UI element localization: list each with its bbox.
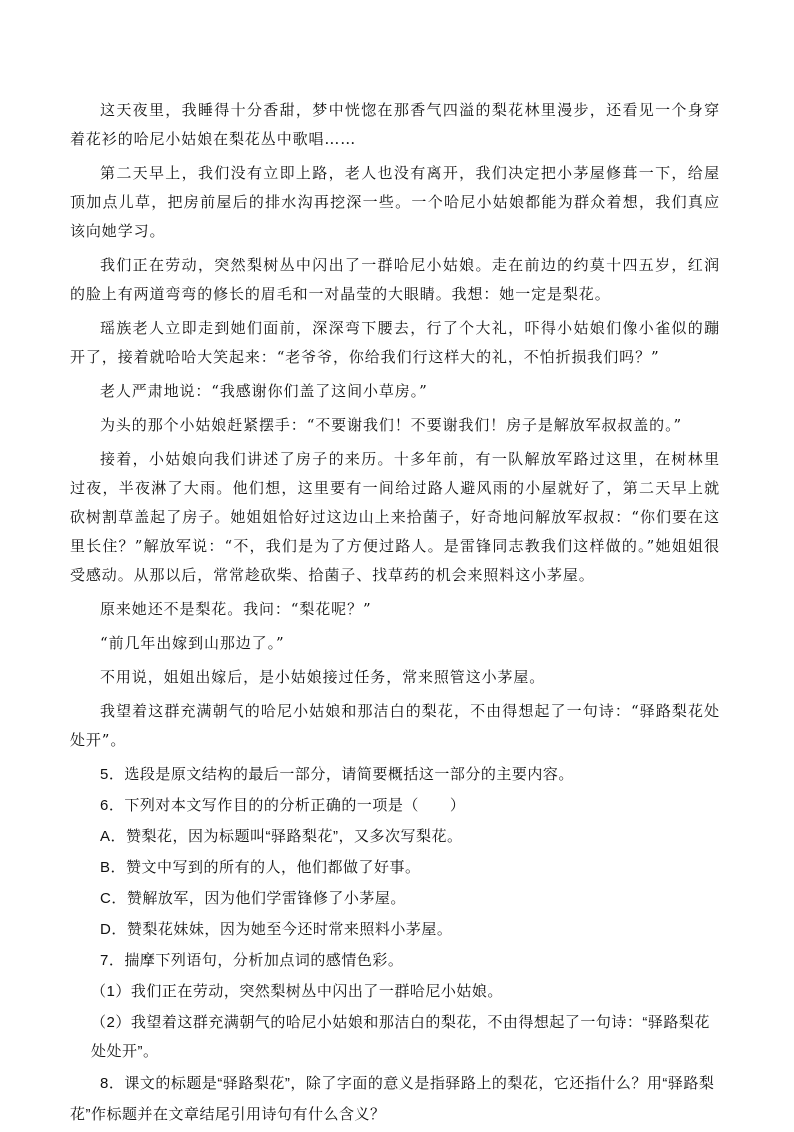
- passage-paragraph-10: 不用说，姐姐出嫁后，是小姑娘接过任务，常来照管这小茅屋。: [100, 668, 546, 686]
- page-content: [70, 96, 720, 1132]
- reading-passage: [70, 96, 720, 755]
- question-5: 5．选段是原文结构的最后一部分，请简要概括这一部分的主要内容。: [100, 766, 574, 783]
- question-6-option-a: A．赞梨花，因为标题叫“驿路梨花”，又多次写梨花。: [100, 828, 463, 845]
- passage-paragraph-9: “前几年出嫁到山那边了。”: [100, 634, 285, 652]
- question-7-item-2: （2）我望着这群充满朝气的哈尼小姑娘和那洁白的梨花，不由得想起了一句诗：“驿路梨花处处开”。: [91, 1014, 710, 1060]
- passage-paragraph-8: 原来她还不是梨花。我问：“梨花呢？”: [100, 600, 372, 618]
- question-7: 7．揣摩下列语句，分析加点词的感情色彩。: [100, 952, 404, 969]
- passage-paragraph-1: 这天夜里，我睡得十分香甜，梦中恍惚在那香气四溢的梨花林里漫步，还看见一个身穿着花衫的哈尼小姑娘在梨花丛中歌唱……: [70, 101, 720, 148]
- question-6-option-c: C．赞解放军，因为他们学雷锋修了小茅屋。: [100, 890, 406, 907]
- question-6-option-b: B．赞文中写到的所有的人，他们都做了好事。: [100, 859, 421, 876]
- passage-paragraph-2: 第二天早上，我们没有立即上路，老人也没有离开，我们决定把小茅屋修葺一下，给屋顶加点儿草，把房前屋后的排水沟再挖深一些。一个哈尼小姑娘都能为群众着想，我们真应该向她学习。: [70, 164, 720, 240]
- passage-paragraph-3: 我们正在劳动，突然梨树丛中闪出了一群哈尼小姑娘。走在前边的约莫十四五岁，红润的脸上有两道弯弯的修长的眉毛和一对晶莹的大眼睛。我想：她一定是梨花。: [70, 256, 720, 303]
- question-6: 6．下列对本文写作目的的分析正确的一项是（ ）: [100, 797, 466, 814]
- passage-paragraph-6: 为头的那个小姑娘赶紧摆手：“不要谢我们！不要谢我们！房子是解放军叔叔盖的。”: [100, 416, 683, 434]
- passage-paragraph-11: 我望着这群充满朝气的哈尼小姑娘和那洁白的梨花，不由得想起了一句诗：“驿路梨花处处开”。: [70, 702, 720, 749]
- question-6-option-d: D．赞梨花妹妹，因为她至今还时常来照料小茅屋。: [100, 921, 453, 938]
- question-7-item-1: （1）我们正在劳动，突然梨树丛中闪出了一群哈尼小姑娘。: [91, 983, 503, 1000]
- question-8: 8．课文的标题是“驿路梨花”，除了字面的意义是指驿路上的梨花，它还指什么？用“驿路梨花”作标题并在文章结尾引用诗句有什么含义？: [70, 1075, 715, 1123]
- passage-paragraph-5: 老人严肃地说：“我感谢你们盖了这间小草房。”: [100, 382, 428, 400]
- passage-paragraph-4: 瑶族老人立即走到她们面前，深深弯下腰去，行了个大礼，吓得小姑娘们像小雀似的蹦开了，接着就哈哈大笑起来：“老爷爷，你给我们行这样大的礼，不怕折损我们吗？”: [70, 319, 720, 366]
- passage-paragraph-7: 接着，小姑娘向我们讲述了房子的来历。十多年前，有一队解放军路过这里，在树林里过夜，半夜淋了大雨。他们想，这里要有一间给过路人避风雨的小屋就好了，第二天早上就砍树割草盖起了房子。她姐姐恰好过这边山上来拾菌子，好奇地问解放军叔叔：“你们要在这里长住？”解放军说：“不，我们是为了方便过路人。是雷锋同志教我们这样做的。”她姐姐很受感动。从那以后，常常趁砍柴、拾菌子、找草药的机会来照料这小茅屋。: [70, 450, 720, 584]
- question-section: [70, 760, 720, 1130]
